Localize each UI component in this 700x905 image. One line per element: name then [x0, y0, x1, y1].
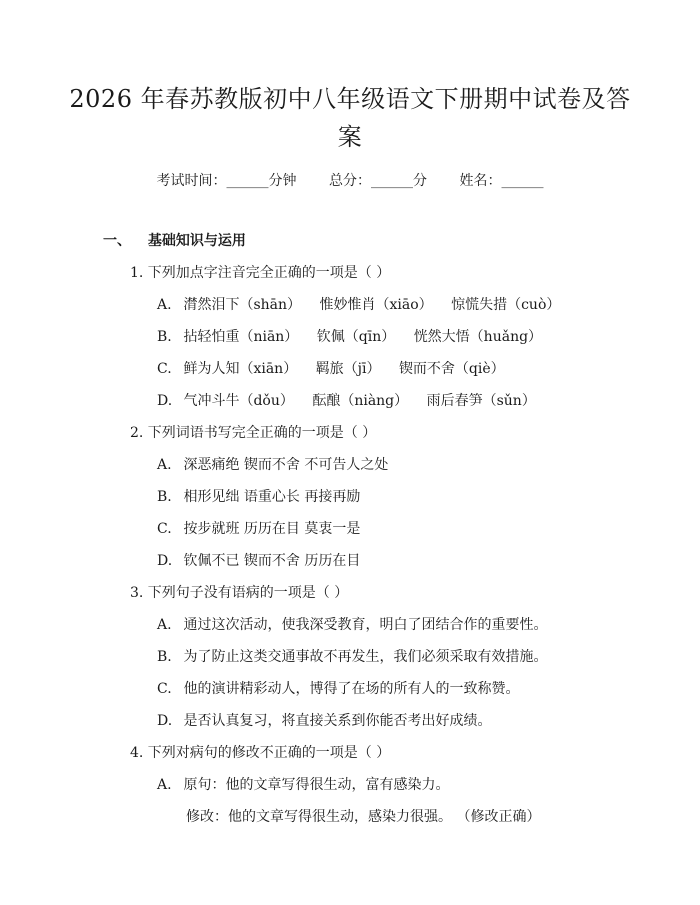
option-text: 相形见绌 语重心长 再接再励: [183, 489, 361, 505]
option-word: 惟妙惟肖（xiāo）: [319, 297, 433, 313]
option-word: 羁旅（jī）: [315, 361, 381, 377]
question-stem: 2. 下列词语书写完全正确的一项是（ ）: [130, 425, 377, 441]
option-word: 雨后春笋（sǔn）: [426, 393, 536, 409]
question-stem: 4. 下列对病句的修改不正确的一项是（ ）: [130, 745, 391, 761]
option-item: [157, 390, 550, 410]
option-item: [157, 486, 360, 506]
student-name: 姓名：______: [459, 173, 544, 189]
option-letter: B.: [157, 649, 172, 665]
exam-meta: [0, 170, 700, 190]
option-item: [157, 326, 556, 346]
option-letter: A.: [157, 617, 172, 633]
option-word: 气冲斗牛（dǒu）: [183, 393, 294, 409]
option-word: 钦佩（qīn）: [316, 329, 396, 345]
option-word: 拈轻怕重（niān）: [183, 329, 299, 345]
option-word: 酝酿（niàng）: [312, 393, 409, 409]
exam-time: 考试时间：______分钟: [156, 173, 297, 189]
question-stem: 1. 下列加点字注音完全正确的一项是（ ）: [130, 265, 391, 281]
option-letter: D.: [157, 393, 173, 409]
option-text: 按步就班 历历在目 莫衷一是: [183, 521, 361, 537]
question-stem: 3. 下列句子没有语病的一项是（ ）: [130, 585, 349, 601]
option-item: [157, 646, 547, 666]
option-word: 潸然泪下（shān）: [183, 297, 302, 313]
option-item: [157, 454, 388, 474]
option-item: [157, 614, 547, 634]
page-title: 2026 年春苏教版初中八年级语文下册期中试卷及答案: [69, 85, 631, 151]
option-text: 深恶痛绝 锲而不舍 不可告人之处: [183, 457, 389, 473]
option-text: 是否认真复习，将直接关系到你能否考出好成绩。: [183, 713, 492, 729]
option-word: 鲜为人知（xiān）: [183, 361, 298, 377]
option-item: [157, 358, 519, 378]
option-letter: A.: [157, 777, 172, 793]
option-letter: A.: [157, 457, 172, 473]
option-item: [157, 710, 491, 730]
section-title: 基础知识与运用: [147, 233, 246, 249]
section-number: 一、: [103, 233, 131, 249]
option-word: 恍然大悟（huǎng）: [413, 329, 543, 345]
option-item: [157, 550, 360, 570]
option-item: [157, 294, 574, 314]
option-text: 为了防止这类交通事故不再发生，我们必须采取有效措施。: [183, 649, 548, 665]
option-word: 惊慌失措（cuò）: [451, 297, 561, 313]
option-letter: A.: [157, 297, 172, 313]
option-text: 原句：他的文章写得很生动，富有感染力。: [183, 777, 450, 793]
option-letter: C.: [157, 361, 172, 377]
option-letter: C.: [157, 521, 172, 537]
option-text: 钦佩不已 锲而不舍 历历在目: [183, 553, 361, 569]
option-text: 通过这次活动，使我深受教育，明白了团结合作的重要性。: [183, 617, 548, 633]
option-letter: D.: [157, 553, 173, 569]
option-item: [157, 678, 519, 698]
exam-total-score: 总分：______分: [329, 173, 427, 189]
option-text: 他的演讲精彩动人，博得了在场的所有人的一致称赞。: [183, 681, 520, 697]
option-letter: B.: [157, 489, 172, 505]
option-word: 锲而不舍（qiè）: [398, 361, 505, 377]
option-letter: B.: [157, 329, 172, 345]
option-letter: C.: [157, 681, 172, 697]
revision-text: 修改：他的文章写得很生动，感染力很强。 （修改正确）: [186, 809, 541, 825]
option-item: [157, 518, 360, 538]
option-item: [157, 774, 449, 794]
section-heading: [103, 230, 246, 250]
option-letter: D.: [157, 713, 173, 729]
